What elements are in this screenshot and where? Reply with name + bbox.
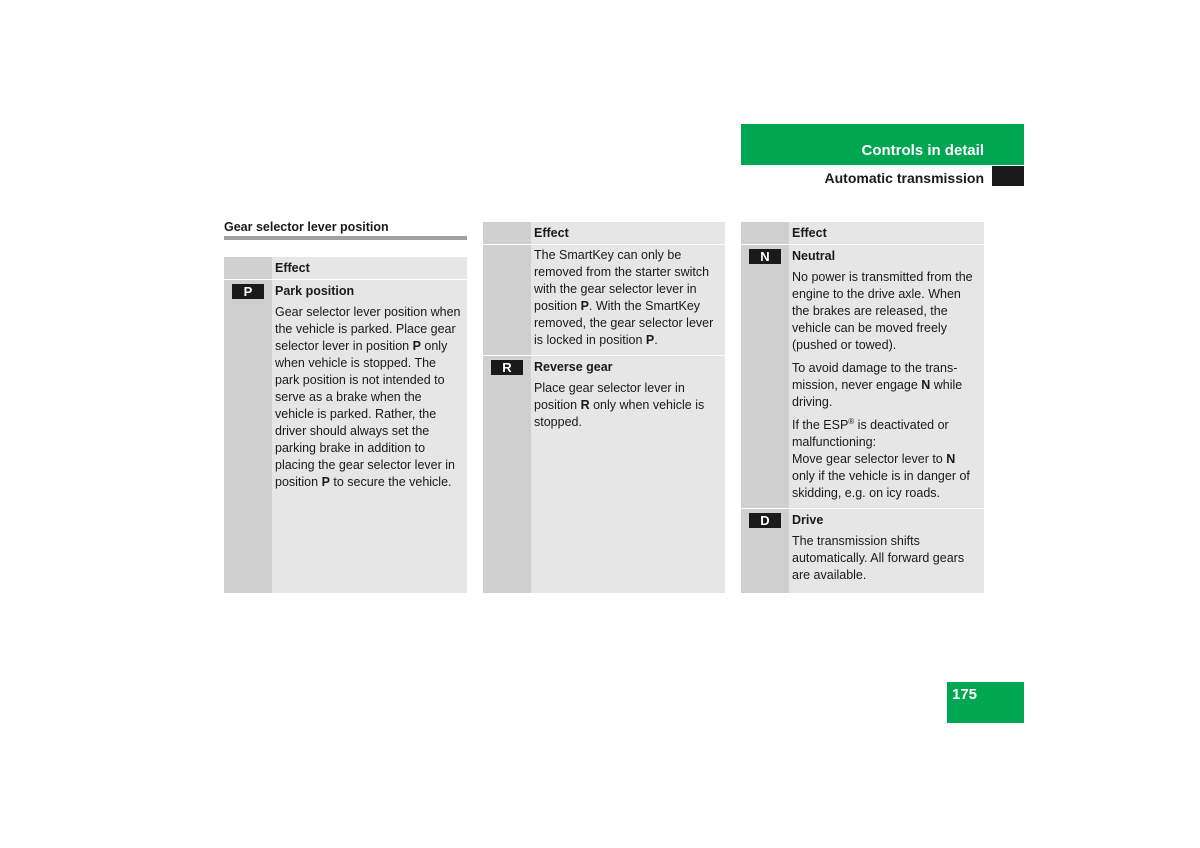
gear-entry-park-continued — [483, 247, 725, 349]
gear-badge-p: P — [232, 284, 264, 299]
section-header — [741, 168, 984, 188]
heading-rule — [224, 236, 467, 240]
gear-entry-drive — [741, 508, 984, 584]
entry-text: No power is transmitted from the engine to the drive axle. When the brakes are released, the vehicle can be moved freely (pushed or towed). To avoid damage to the trans-mission, never engage N while driving. If the ESP® is deactivated or malfunctioning: Move gear selector lever to N only if the vehicle is in danger of skidding, e.g. on icy roads. — [792, 270, 973, 500]
effect-header: Effect — [741, 222, 984, 245]
table-column-3 — [741, 222, 984, 593]
entry-text: Place gear selector lever in position R only when vehicle is stopped. — [534, 381, 705, 429]
effect-header: Effect — [224, 257, 467, 280]
entry-title: Reverse gear — [534, 360, 613, 374]
gear-badge-n: N — [749, 249, 781, 264]
entry-title: Park position — [275, 284, 355, 298]
entry-text: The SmartKey can only be removed from the starter switch with the gear selector lever in position P. With the SmartKey removed, the gear selector lever is locked in position P. — [534, 248, 714, 347]
gear-entry-reverse — [483, 355, 725, 431]
header-marker-block — [992, 166, 1024, 186]
effect-header: Effect — [483, 222, 725, 245]
entry-text: The transmission shifts automatically. All forward gears are available. — [792, 534, 965, 582]
page-number: 175 — [947, 682, 1024, 723]
table-column-2 — [483, 222, 725, 593]
table-column-1 — [224, 257, 467, 593]
gear-badge-d: D — [749, 513, 781, 528]
section-title-header: Automatic transmission — [824, 170, 984, 186]
entry-title: Neutral — [792, 249, 836, 263]
table-heading: Gear selector lever position — [224, 220, 389, 234]
entry-text: Gear selector lever position when the vehicle is parked. Place gear selector lever in position P only when vehicle is stopped. The park position is not intended to serve as a brake when the vehicle is parked. Rather, the driver should always set the parking brake in addition to placing the gear selector lever in position P to secure the vehicle. — [275, 305, 461, 489]
chapter-header — [741, 124, 1024, 165]
gear-entry-neutral — [741, 245, 984, 502]
gear-badge-r: R — [491, 360, 523, 375]
entry-title: Drive — [792, 513, 824, 527]
chapter-title: Controls in detail — [861, 142, 984, 159]
gear-entry-park — [224, 280, 467, 491]
